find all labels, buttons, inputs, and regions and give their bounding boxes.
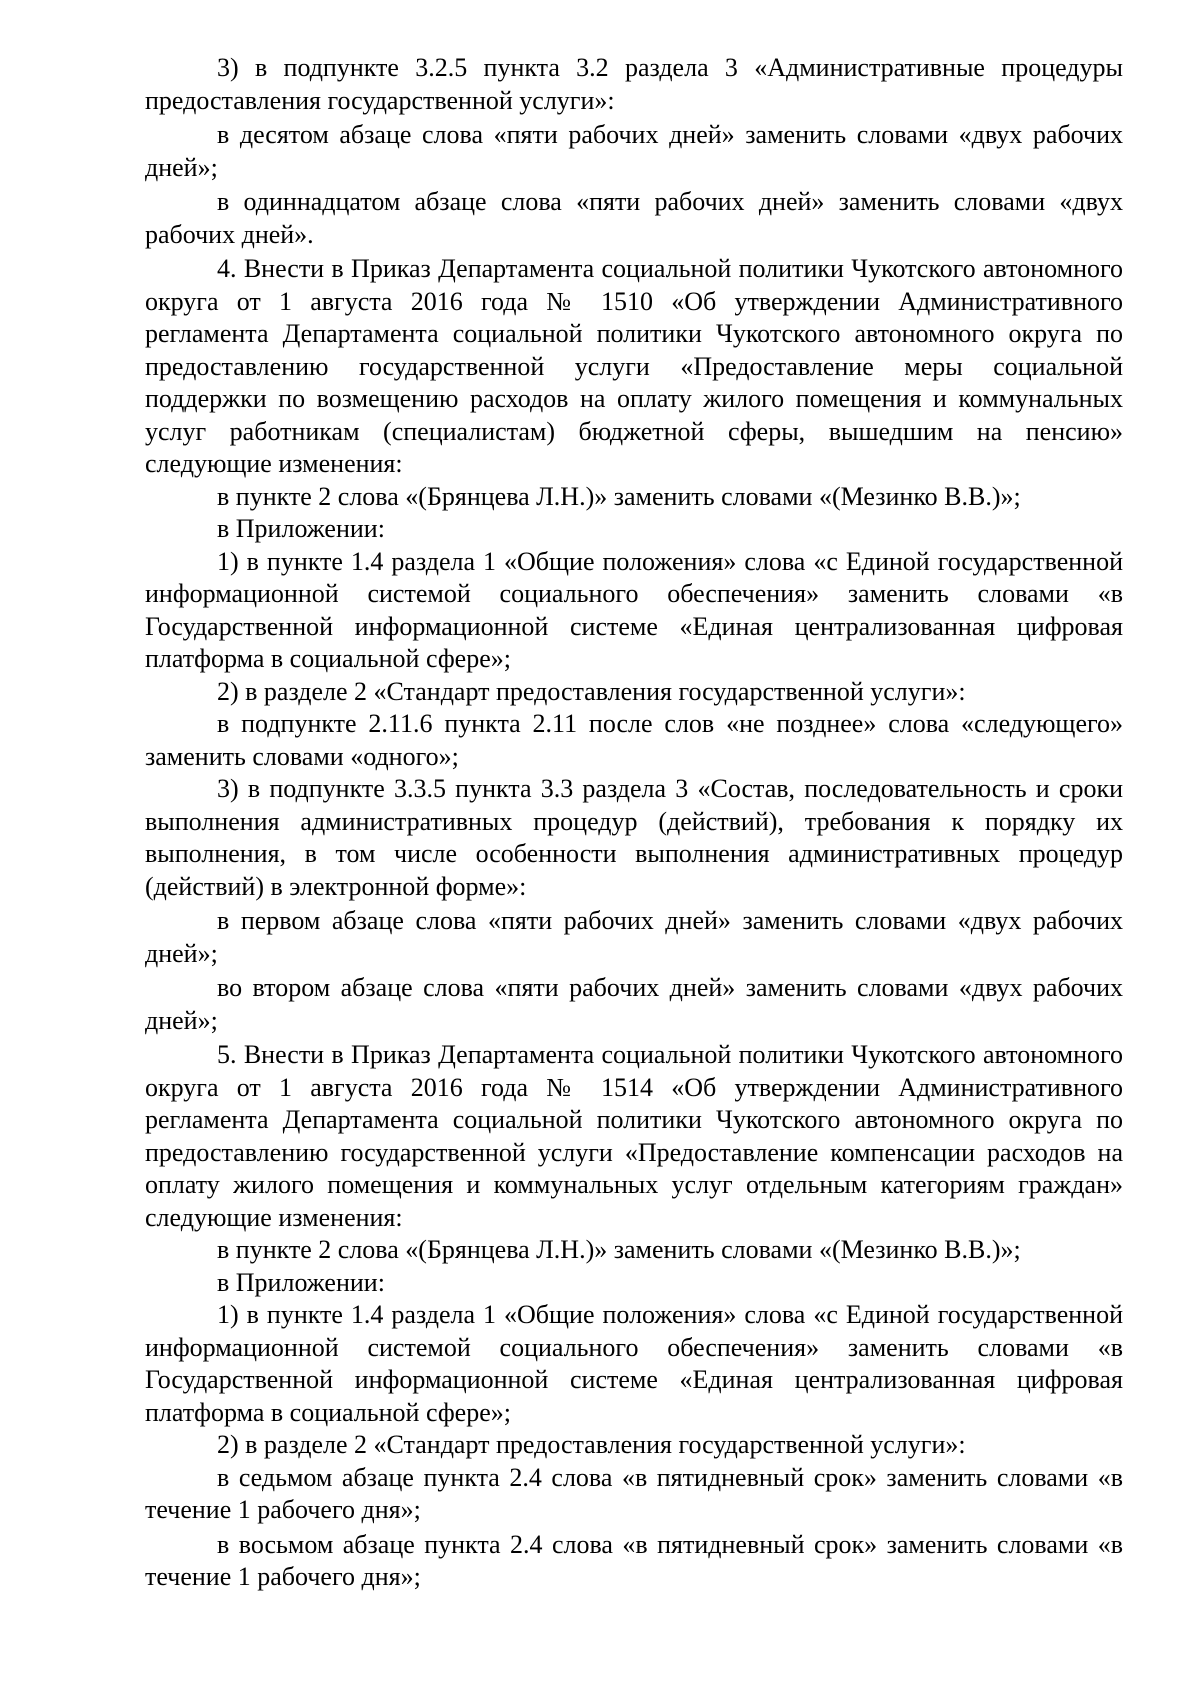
paragraph-item-4-sub-1: 1) в пункте 1.4 раздела 1 «Общие положения» слова «с Единой государственной информационной системой социального обеспечения» заменить словами «в Государственной информационной системе «Единая централизованная цифровая платформа в социальной сфере»; <box>145 546 1123 673</box>
paragraph-item-5-point-2: в пункте 2 слова «(Брянцева Л.Н.)» заменить словами «(Мезинко В.В.)»; <box>217 1235 1021 1264</box>
paragraph-item-5-appendix: в Приложении: <box>217 1267 385 1297</box>
paragraph-item-5: 5. Внести в Приказ Департамента социальной политики Чукотского автономного округа от 1 августа 2016 года № 1514 «Об утверждении Административного регламента Департамента социальной политики Чукотского автономного округа по предоставлению государственной услуги «Предоставление компенсации расходов на оплату жилого помещения и коммунальных услуг отдельным категориям граждан» следующие изменения: <box>145 1040 1123 1232</box>
paragraph-first-abzac: в первом абзаце слова «пяти рабочих дней» заменить словами «двух рабочих дней»; <box>145 906 1123 968</box>
paragraph-item-5-sub-2: 2) в разделе 2 «Стандарт предоставления государственной услуги»: <box>217 1430 966 1459</box>
paragraph-item-4-sub-2: 2) в разделе 2 «Стандарт предоставления государственной услуги»: <box>217 676 966 706</box>
paragraph-item-3: 3) в подпункте 3.2.5 пункта 3.2 раздела 3 «Административные процедуры предоставления государственной услуги»: <box>145 53 1123 115</box>
paragraph-eighth-abzac: в восьмом абзаце пункта 2.4 слова «в пятидневный срок» заменить словами «в течение 1 рабочего дня»; <box>145 1529 1123 1591</box>
paragraph-seventh-abzac: в седьмом абзаце пункта 2.4 слова «в пятидневный срок» заменить словами «в течение 1 рабочего дня»; <box>145 1462 1123 1524</box>
paragraph-eleventh-abzac: в одиннадцатом абзаце слова «пяти рабочих дней» заменить словами «двух рабочих дней». <box>145 187 1123 249</box>
paragraph-second-abzac: во втором абзаце слова «пяти рабочих дней» заменить словами «двух рабочих дней»; <box>145 973 1123 1035</box>
paragraph-item-5-sub-1: 1) в пункте 1.4 раздела 1 «Общие положения» слова «с Единой государственной информационной системой социального обеспечения» заменить словами «в Государственной информационной системе «Единая централизованная цифровая платформа в социальной сфере»; <box>145 1300 1123 1427</box>
paragraph-item-4: 4. Внести в Приказ Департамента социальной политики Чукотского автономного округа от 1 августа 2016 года № 1510 «Об утверждении Административного регламента Департамента социальной политики Чукотского автономного округа по предоставлению государственной услуги «Предоставление меры социальной поддержки по возмещению расходов на оплату жилого помещения и коммунальных услуг работникам (специалистам) бюджетной сферы, вышедшим на пенсию» следующие изменения: <box>145 254 1123 478</box>
paragraph-item-4-sub-2-detail: в подпункте 2.11.6 пункта 2.11 после слов «не позднее» слова «следующего» заменить словами «одного»; <box>145 709 1123 771</box>
paragraph-item-4-point-2: в пункте 2 слова «(Брянцева Л.Н.)» заменить словами «(Мезинко В.В.)»; <box>217 481 1021 511</box>
paragraph-tenth-abzac: в десятом абзаце слова «пяти рабочих дней» заменить словами «двух рабочих дней»; <box>145 120 1123 182</box>
paragraph-item-4-sub-3: 3) в подпункте 3.3.5 пункта 3.3 раздела 3 «Состав, последовательность и сроки выполнения административных процедур (действий), требования к порядку их выполнения, в том числе особенности выполнения административных процедур (действий) в электронной форме»: <box>145 774 1123 901</box>
document-page <box>145 52 1123 1594</box>
paragraph-item-4-appendix: в Приложении: <box>217 514 385 543</box>
